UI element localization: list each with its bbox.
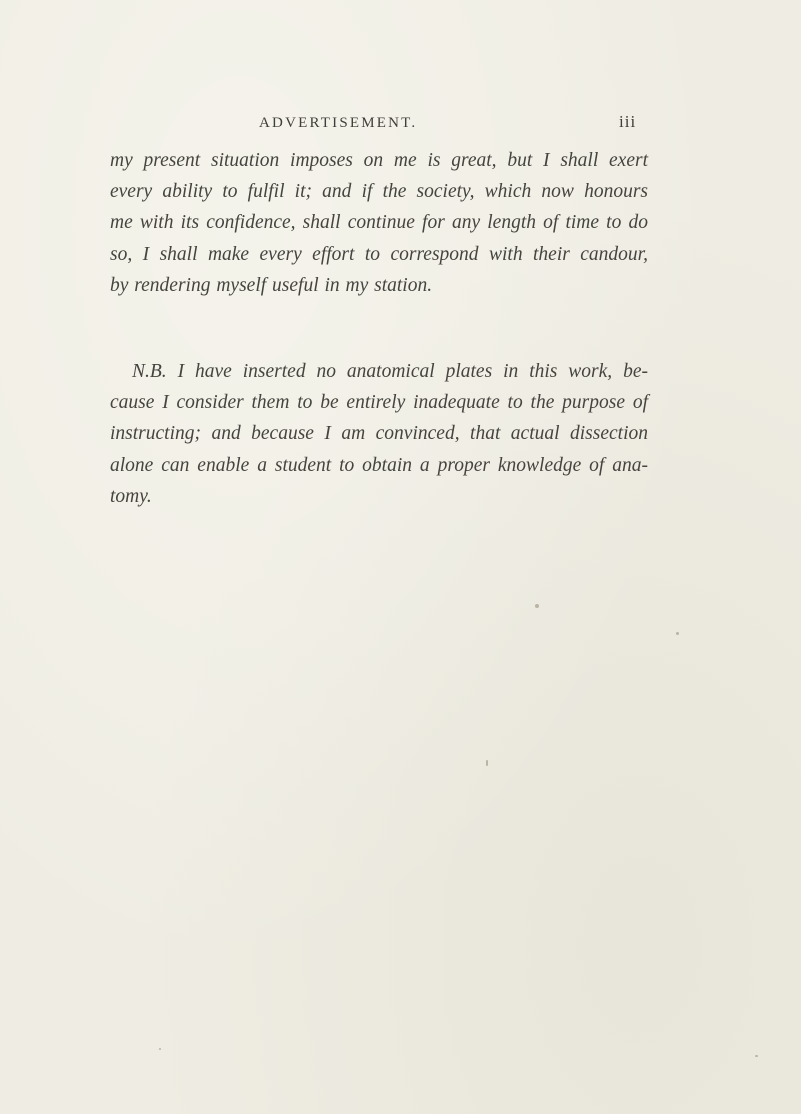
paper-speck xyxy=(676,632,679,635)
running-head: ADVERTISEMENT. xyxy=(259,115,418,131)
paragraph-1 xyxy=(110,145,648,301)
text-line: my present situation imposes on me is great, but I shall exert xyxy=(110,150,648,171)
paper-speck xyxy=(486,760,488,766)
text-line: every ability to fulfil it; and if the society, which now honours xyxy=(110,181,648,203)
text-line: N.B. I have inserted no anatomical plates in this work, be- xyxy=(132,361,648,382)
text-line: instructing; and because I am convinced, that actual dissection xyxy=(110,423,648,445)
text-line: alone can enable a student to obtain a proper knowledge of ana- xyxy=(110,454,648,476)
text-line: cause I consider them to be entirely inadequate to the purpose of xyxy=(110,392,648,414)
page-number: iii xyxy=(619,112,637,131)
text-line: me with its confidence, shall continue for any length of time to do xyxy=(110,212,648,234)
text-line: tomy. xyxy=(110,485,152,507)
paper-speck xyxy=(755,1055,758,1057)
paragraph-2-note xyxy=(110,356,648,512)
paper-speck xyxy=(159,1048,161,1050)
text-line: so, I shall make every effort to correspond with their candour, xyxy=(110,243,648,265)
paper-speck xyxy=(535,604,539,608)
text-line: by rendering myself useful in my station. xyxy=(110,274,433,296)
